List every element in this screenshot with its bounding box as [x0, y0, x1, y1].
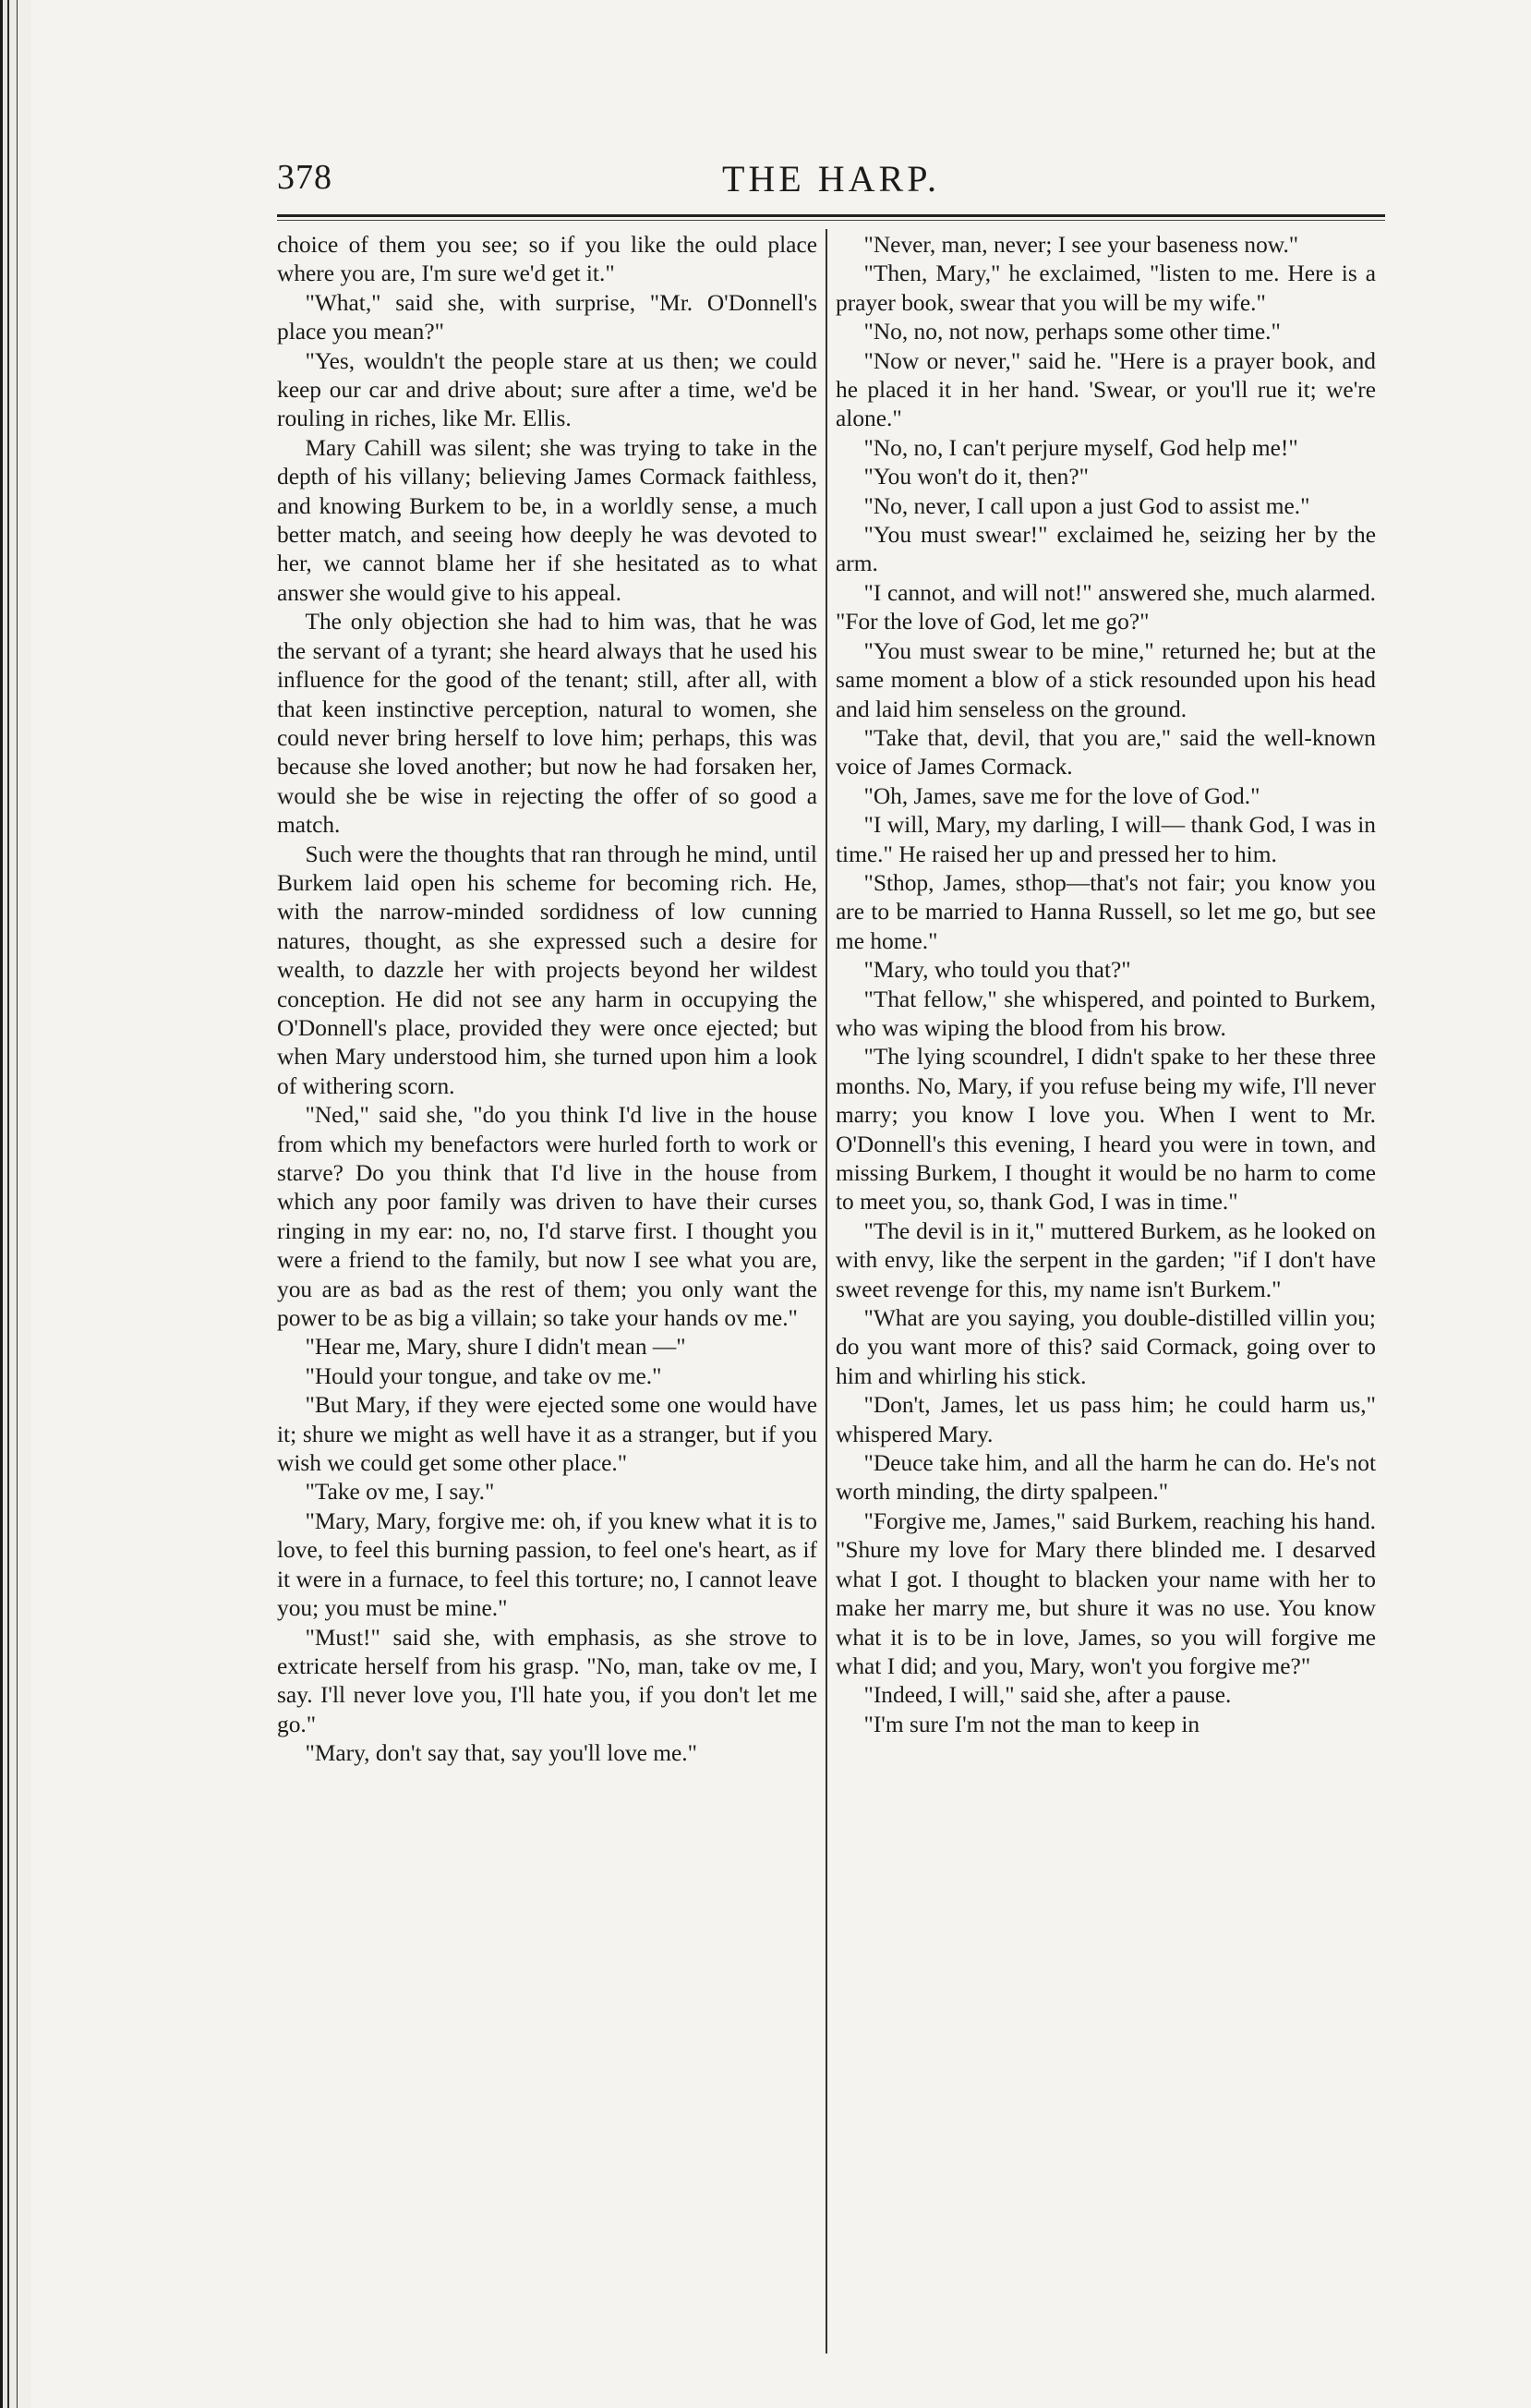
paragraph: "No, no, I can't perjure myself, God help me!"	[863, 434, 1298, 461]
paragraph: "Yes, wouldn't the people stare at us then; we could keep our car and drive about; sure after a time, we'd be rouling in riches, like Mr. Ellis.	[277, 347, 817, 432]
paragraph: "Deuce take him, and all the harm he can do. He's not worth minding, the dirty spalpeen."	[836, 1450, 1376, 1506]
paragraph: Mary Cahill was silent; she was trying to take in the depth of his villany; believing James Cormack faithless, and knowing Burkem to be, in a worldly sense, a much better match, and seeing how deeply he was devoted to her, we cannot blame her if she hesitated as to what answer she would give to his appeal.	[277, 434, 817, 606]
page-header	[277, 157, 1385, 212]
paragraph: "No, no, not now, perhaps some other time."	[863, 319, 1281, 345]
paragraph: "The devil is in it," muttered Burkem, as he looked on with envy, like the serpent in the garden; "if I don't have sweet revenge for this, my name isn't Burkem."	[836, 1217, 1376, 1302]
right-column	[836, 231, 1376, 1739]
paragraph: "But Mary, if they were ejected some one would have it; shure we might as well have it as a stranger, but if you wish we could get some other place."	[277, 1392, 817, 1477]
paragraph: "Forgive me, James," said Burkem, reaching his hand. "Shure my love for Mary there blinded me. I desarved what I got. I thought to blacken your name with her to make her marry me, but shure it was no use. You know what it is to be in love, James, so you will forgive me what I did; and you, Mary, won't you forgive me?"	[836, 1507, 1376, 1679]
paragraph: "I'm sure I'm not the man to keep in	[863, 1711, 1200, 1737]
paragraph: "Now or never," said he. "Here is a prayer book, and he placed it in her hand. 'Swear, or you'll rue it; we're alone."	[836, 347, 1376, 432]
paragraph: "Don't, James, let us pass him; he could harm us," whispered Mary.	[836, 1392, 1376, 1447]
paragraph: "Ned," said she, "do you think I'd live in the house from which my benefactors were hurled forth to work or starve? Do you think that I'd live in the house from which any poor family was driven to have their curses ringing in my ear: no, no, I'd starve first. I thought you were a friend to the family, but now I see what you are, you are as bad as the rest of them; you only want the power to be as big a villain; so take your hands ov me."	[277, 1102, 817, 1332]
paragraph: "Then, Mary," he exclaimed, "listen to me. Here is a prayer book, swear that you will be my wife."	[836, 260, 1376, 316]
paragraph: "You must swear!" exclaimed he, seizing her by the arm.	[836, 522, 1376, 577]
column-divider	[826, 229, 827, 2354]
page	[277, 157, 1385, 2355]
running-title: THE HARP.	[721, 158, 941, 200]
header-rule	[277, 214, 1385, 217]
paragraph: "Never, man, never; I see your baseness now."	[863, 232, 1299, 258]
left-column	[277, 231, 817, 1769]
header-rule-thin	[277, 220, 1385, 221]
paragraph: "Take ov me, I say."	[305, 1479, 495, 1506]
paragraph: "You won't do it, then?"	[863, 464, 1089, 490]
paragraph: "Mary, Mary, forgive me: oh, if you knew what it is to love, to feel this burning passion, to feel one's heart, as if it were in a furnace, to feel this torture; no, I cannot leave you; you must be mine."	[277, 1507, 817, 1622]
paragraph: "Take that, devil, that you are," said the well-known voice of James Cormack.	[836, 724, 1376, 780]
paragraph: "Sthop, James, sthop—that's not fair; you know you are to be married to Hanna Russell, so let me go, but see me home."	[836, 869, 1376, 954]
paragraph: Such were the thoughts that ran through he mind, until Burkem laid open his scheme for becoming rich. He, with the narrow-minded sordidness of low cunning natures, thought, as she expressed such a desire for wealth, to dazzle her with projects beyond her wildest conception. He did not see any harm in occupying the O'Donnell's place, provided they were once ejected; but when Mary understood him, she turned upon him a look of withering scorn.	[277, 841, 817, 1099]
page-number: 378	[277, 158, 332, 197]
paragraph: "Hould your tongue, and take ov me."	[305, 1362, 662, 1389]
paragraph: "Oh, James, save me for the love of God."	[863, 782, 1260, 809]
paragraph: The only objection she had to him was, that he was the servant of a tyrant; she heard always that he used his influence for the good of the tenant; still, after all, with that keen instinctive perception, natural to women, she could never bring herself to love him; perhaps, this was because she loved another; but now he had forsaken her, would she be wise in rejecting the offer of so good a match.	[277, 609, 817, 839]
paragraph: "Hear me, Mary, shure I didn't mean —"	[305, 1334, 686, 1361]
paragraph: "No, never, I call upon a just God to assist me."	[863, 492, 1310, 519]
paragraph: "The lying scoundrel, I didn't spake to her these three months. No, Mary, if you refuse being my wife, I'll never marry; you know I love you. When I went to Mr. O'Donnell's this evening, I heard you were in town, and missing Burkem, I thought it would be no harm to come to meet you, so, thank God, I was in time."	[836, 1044, 1376, 1216]
paragraph: "Indeed, I will," said she, after a pause.	[863, 1682, 1232, 1709]
paragraph: "You must swear to be mine," returned he; but at the same moment a blow of a stick resounded upon his head and laid him senseless on the ground.	[836, 637, 1376, 722]
paragraph: "What are you saying, you double-distilled villin you; do you want more of this? said Cormack, going over to him and whirling his stick.	[836, 1305, 1376, 1389]
paragraph: choice of them you see; so if you like the ould place where you are, I'm sure we'd get it."	[277, 232, 817, 287]
paragraph: "Must!" said she, with emphasis, as she strove to extricate herself from his grasp. "No, man, take ov me, I say. I'll never love you, I'll hate you, if you don't let me go."	[277, 1624, 817, 1737]
paragraph: "What," said she, with surprise, "Mr. O'Donnell's place you mean?"	[277, 289, 817, 345]
paragraph: "I cannot, and will not!" answered she, much alarmed. "For the love of God, let me go?"	[836, 579, 1376, 635]
paragraph: "Mary, who tould you that?"	[863, 957, 1131, 984]
book-spine-edge	[0, 0, 31, 2408]
paragraph: "That fellow," she whispered, and pointed to Burkem, who was wiping the blood from his brow.	[836, 986, 1376, 1041]
paragraph: "I will, Mary, my darling, I will— thank God, I was in time." He raised her up and pressed her to him.	[836, 812, 1376, 867]
paragraph: "Mary, don't say that, say you'll love me."	[305, 1740, 698, 1767]
